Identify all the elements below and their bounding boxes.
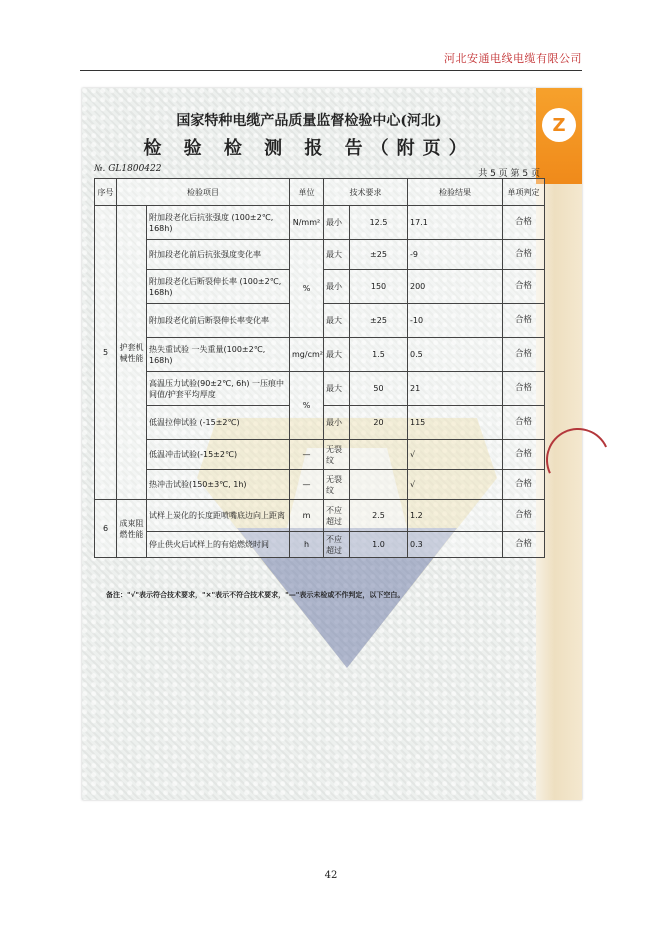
result-cell: 1.2 <box>408 500 503 532</box>
result-cell: 17.1 <box>408 206 503 240</box>
inspection-table <box>94 178 545 558</box>
req-value-cell: 50 <box>350 372 408 406</box>
table-note: 备注："√"表示符合技术要求，"×"表示不符合技术要求，"—"表示未检或不作判定，以下空白。 <box>106 591 405 599</box>
verdict-cell: 合格 <box>503 338 545 372</box>
verdict-cell: 合格 <box>503 500 545 532</box>
report-title: 检 验 检 测 报 告（附页） <box>143 138 475 159</box>
req-label-cell: 不应超过 <box>324 500 350 532</box>
item-cell: 停止供火后试样上的有焰燃烧时间 <box>147 532 290 558</box>
req-value-cell: 1.0 <box>350 532 408 558</box>
req-value-cell: 2.5 <box>350 500 408 532</box>
item-cell: 附加段老化前后断裂伸长率变化率 <box>147 304 290 338</box>
req-label-cell: 最小 <box>324 206 350 240</box>
item-cell: 附加段老化后抗张强度 (100±2℃, 168h) <box>147 206 290 240</box>
company-name: 河北安通电线电缆有限公司 <box>444 52 582 65</box>
verdict-cell: 合格 <box>503 270 545 304</box>
req-value-cell: ±25 <box>350 240 408 270</box>
seq-cell: 5 <box>95 206 117 500</box>
header-item: 检验项目 <box>117 179 290 206</box>
unit-cell: % <box>290 240 324 338</box>
table-row <box>95 470 545 500</box>
req-value-cell: 1.5 <box>350 338 408 372</box>
req-value-cell: ±25 <box>350 304 408 338</box>
page-count: 共 5 页 第 5 页 <box>478 169 540 179</box>
category-cell: 成束阻燃性能 <box>117 500 147 558</box>
verdict-cell: 合格 <box>503 406 545 440</box>
table-row <box>95 532 545 558</box>
unit-cell: — <box>290 440 324 470</box>
item-cell: 低温拉伸试验 (-15±2℃) <box>147 406 290 440</box>
req-label-cell: 最小 <box>324 270 350 304</box>
unit-cell: N/mm² <box>290 206 324 240</box>
result-cell: 0.3 <box>408 532 503 558</box>
center-name: 国家特种电缆产品质量监督检验中心(河北) <box>176 113 442 129</box>
req-label-cell: 最大 <box>324 240 350 270</box>
header-unit: 单位 <box>290 179 324 206</box>
seq-cell: 6 <box>95 500 117 558</box>
verdict-cell: 合格 <box>503 532 545 558</box>
verdict-cell: 合格 <box>503 304 545 338</box>
table-row <box>95 440 545 470</box>
table-row <box>95 206 545 240</box>
unit-cell: % <box>290 372 324 440</box>
req-label-cell: 无裂纹 <box>324 440 350 470</box>
req-value-cell: 12.5 <box>350 206 408 240</box>
req-label-cell: 不应超过 <box>324 532 350 558</box>
header-seq: 序号 <box>95 179 117 206</box>
header-result: 检验结果 <box>408 179 503 206</box>
table-row <box>95 372 545 406</box>
category-cell: 护套机械性能 <box>117 206 147 500</box>
verdict-cell: 合格 <box>503 372 545 406</box>
item-cell: 热失重试验 一失重量(100±2℃, 168h) <box>147 338 290 372</box>
item-cell: 热冲击试验(150±3℃, 1h) <box>147 470 290 500</box>
verdict-cell: 合格 <box>503 470 545 500</box>
verdict-cell: 合格 <box>503 206 545 240</box>
req-label-cell: 无裂纹 <box>324 470 350 500</box>
scanned-report <box>82 88 582 800</box>
req-value-cell <box>350 440 408 470</box>
table-row <box>95 500 545 532</box>
req-value-cell: 20 <box>350 406 408 440</box>
table-row <box>95 338 545 372</box>
report-number: №. GL1800422 <box>94 164 162 174</box>
page-number: 42 <box>324 870 338 881</box>
unit-cell: m <box>290 500 324 532</box>
header-rule <box>80 70 582 71</box>
table-row <box>95 240 545 270</box>
req-label-cell: 最大 <box>324 304 350 338</box>
result-cell: 0.5 <box>408 338 503 372</box>
item-cell: 附加段老化后断裂伸长率 (100±2℃, 168h) <box>147 270 290 304</box>
cover-logo-icon: Z <box>542 108 576 142</box>
result-cell: -9 <box>408 240 503 270</box>
req-label-cell: 最小 <box>324 406 350 440</box>
item-cell: 附加段老化前后抗张强度变化率 <box>147 240 290 270</box>
header-requirement: 技术要求 <box>324 179 408 206</box>
header-verdict: 单项判定 <box>503 179 545 206</box>
item-cell: 试样上炭化的长度距喷嘴底边向上距离 <box>147 500 290 532</box>
result-cell: √ <box>408 440 503 470</box>
item-cell: 低温冲击试验(-15±2℃) <box>147 440 290 470</box>
result-cell: -10 <box>408 304 503 338</box>
req-value-cell: 150 <box>350 270 408 304</box>
result-cell: 115 <box>408 406 503 440</box>
unit-cell: h <box>290 532 324 558</box>
result-cell: √ <box>408 470 503 500</box>
unit-cell: — <box>290 470 324 500</box>
verdict-cell: 合格 <box>503 240 545 270</box>
verdict-cell: 合格 <box>503 440 545 470</box>
req-label-cell: 最大 <box>324 338 350 372</box>
result-cell: 21 <box>408 372 503 406</box>
item-cell: 高温压力试验(90±2℃, 6h) 一压痕中间值/护套平均厚度 <box>147 372 290 406</box>
result-cell: 200 <box>408 270 503 304</box>
stamp-icon <box>537 419 619 501</box>
req-value-cell <box>350 470 408 500</box>
unit-cell: mg/cm² <box>290 338 324 372</box>
req-label-cell: 最大 <box>324 372 350 406</box>
table-header-row <box>95 179 545 206</box>
